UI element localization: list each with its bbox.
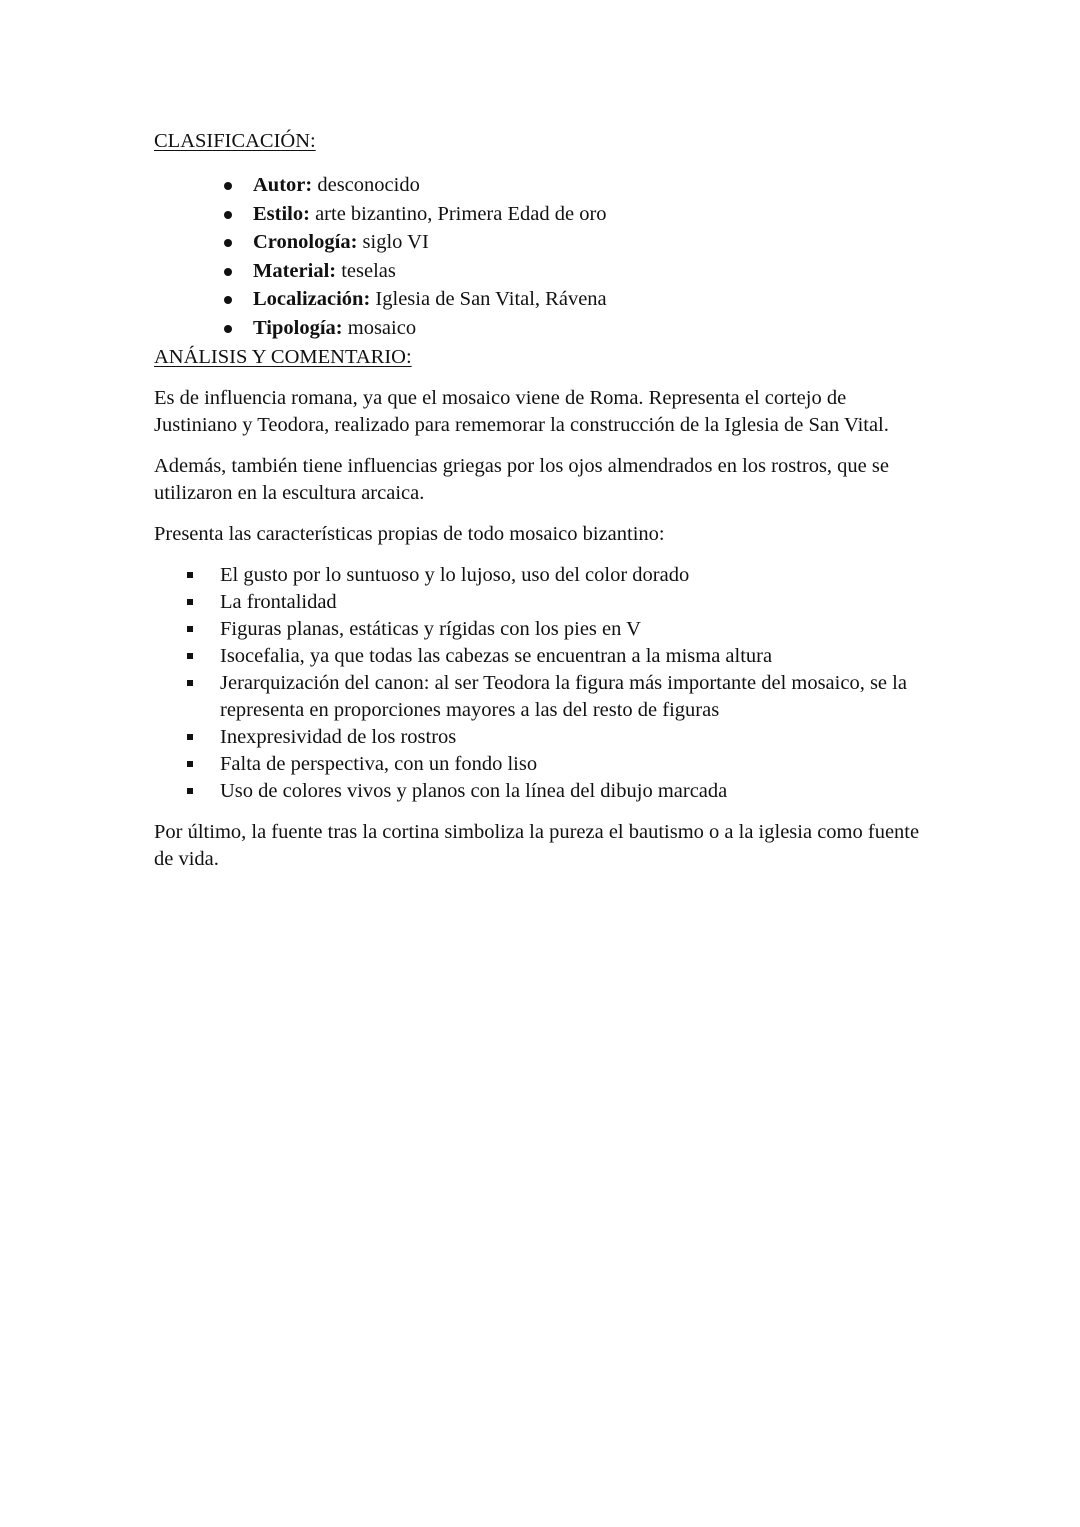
- feature-item: Jerarquización del canon: al ser Teodora la figura más importante del mosaico, se la representa en proporciones mayores a las del resto de figuras: [187, 670, 924, 724]
- classification-term: Localización:: [253, 288, 371, 311]
- classification-heading: CLASIFICACIÓN:: [154, 130, 316, 152]
- classification-term: Estilo:: [253, 202, 310, 225]
- feature-item: Falta de perspectiva, con un fondo liso: [187, 751, 924, 778]
- classification-item-tipologia: [224, 314, 924, 343]
- classification-value: siglo VI: [357, 231, 429, 254]
- conclusion-paragraph: Por último, la fuente tras la cortina simboliza la pureza el bautismo o a la iglesia como fuente de vida.: [154, 820, 920, 870]
- classification-value: desconocido: [312, 174, 420, 196]
- feature-item: La frontalidad: [187, 589, 924, 616]
- classification-term: Tipología:: [253, 316, 343, 339]
- feature-item: Inexpresividad de los rostros: [187, 724, 924, 751]
- analysis-paragraph-2: Además, también tiene influencias griegas por los ojos almendrados en los rostros, que se utilizaron en la escultura arcaica.: [154, 454, 889, 504]
- analysis-heading: ANÁLISIS Y COMENTARIO:: [154, 345, 412, 368]
- classification-item-material: [224, 257, 924, 286]
- classification-list: [154, 171, 924, 343]
- classification-item-autor: [224, 171, 924, 200]
- classification-value: mosaico: [342, 316, 417, 339]
- features-list: [154, 562, 924, 805]
- analysis-paragraph-1: Es de influencia romana, ya que el mosaico viene de Roma. Representa el cortejo de Justiniano y Teodora, realizado para rememorar la construcción de la Iglesia de San Vital.: [154, 386, 889, 436]
- classification-value: teselas: [336, 259, 396, 282]
- document-content: [154, 127, 924, 873]
- classification-item-estilo: [224, 200, 924, 229]
- classification-term: Material:: [253, 259, 337, 282]
- analysis-paragraph-3: Presenta las características propias de todo mosaico bizantino:: [154, 522, 665, 545]
- classification-value: arte bizantino, Primera Edad de oro: [309, 202, 607, 225]
- feature-item: Figuras planas, estáticas y rígidas con los pies en V: [187, 616, 924, 643]
- classification-item-cronologia: [224, 228, 924, 257]
- feature-item: Uso de colores vivos y planos con la línea del dibujo marcada: [187, 778, 924, 805]
- feature-item: Isocefalia, ya que todas las cabezas se encuentran a la misma altura: [187, 643, 924, 670]
- classification-value: Iglesia de San Vital, Rávena: [370, 288, 607, 311]
- classification-term: Autor:: [253, 174, 313, 196]
- classification-term: Cronología:: [253, 231, 358, 254]
- feature-item: El gusto por lo suntuoso y lo lujoso, uso del color dorado: [187, 562, 924, 589]
- classification-item-localizacion: [224, 285, 924, 314]
